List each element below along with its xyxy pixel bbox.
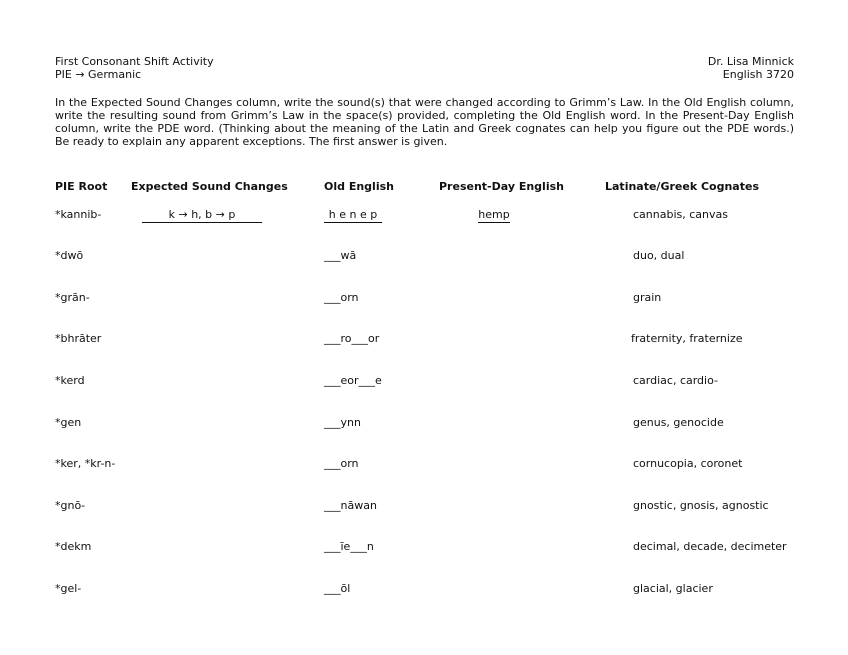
header-left bbox=[55, 55, 214, 81]
old-english-blank[interactable]: ___ynn bbox=[324, 416, 361, 429]
pie-root-cell: *ker, *kr-n- bbox=[55, 457, 116, 470]
old-english-blank[interactable]: ___orn bbox=[324, 457, 359, 470]
pie-root-cell: *kannib- bbox=[55, 208, 102, 221]
cognates-cell: gnostic, gnosis, agnostic bbox=[633, 499, 769, 512]
pde-answer: hemp bbox=[478, 208, 510, 221]
old-english-cell bbox=[324, 208, 382, 223]
pie-root-cell: *gnō- bbox=[55, 499, 86, 512]
old-english-blank[interactable]: ___eor___e bbox=[324, 374, 382, 387]
instructor-name: Dr. Lisa Minnick bbox=[707, 55, 794, 68]
course-name: English 3720 bbox=[722, 68, 794, 81]
cognates-cell: cornucopia, coronet bbox=[633, 457, 743, 470]
column-header-old-english: Old English bbox=[324, 180, 394, 193]
column-header-cognates: Latinate/Greek Cognates bbox=[605, 180, 759, 193]
header-right bbox=[708, 55, 794, 81]
column-header-expected-changes: Expected Sound Changes bbox=[131, 180, 288, 193]
old-english-blank[interactable]: ___ōl bbox=[324, 582, 351, 595]
cognates-cell: genus, genocide bbox=[633, 416, 724, 429]
column-header-present-day-english: Present-Day English bbox=[439, 180, 564, 193]
cognates-cell: cardiac, cardio- bbox=[633, 374, 718, 387]
pde-cell bbox=[478, 208, 510, 223]
pie-root-cell: *dwō bbox=[55, 249, 84, 262]
cognates-cell: decimal, decade, decimeter bbox=[633, 540, 787, 553]
old-english-blank[interactable]: ___īe___n bbox=[324, 540, 374, 553]
cognates-cell: glacial, glacier bbox=[633, 582, 713, 595]
cognates-cell: fraternity, fraternize bbox=[631, 332, 743, 345]
cognates-cell: grain bbox=[633, 291, 662, 304]
cognates-cell: cannabis, canvas bbox=[633, 208, 728, 221]
old-english-blank[interactable]: ___ro___or bbox=[324, 332, 380, 345]
pie-root-cell: *gel- bbox=[55, 582, 82, 595]
instructions-paragraph: In the Expected Sound Changes column, write the sound(s) that were changed according to Grimm’s Law. In the Old English column, write the resulting sound from Grimm’s Law in the space(s) provided, completing the Old English word. In the Present-Day English column, write the PDE word. (Thinking about the meaning of the Latin and Greek cognates can help you figure out the PDE words.) Be ready to explain any apparent exceptions. The first answer is given. bbox=[55, 96, 794, 148]
pie-root-cell: *kerd bbox=[55, 374, 85, 387]
column-header-pie-root: PIE Root bbox=[55, 180, 108, 193]
old-english-blank[interactable]: ___nāwan bbox=[324, 499, 377, 512]
old-english-blank[interactable]: ___orn bbox=[324, 291, 359, 304]
pie-root-cell: *grān- bbox=[55, 291, 90, 304]
expected-changes-answer: k → h, b → p bbox=[142, 209, 262, 223]
pie-root-cell: *gen bbox=[55, 416, 82, 429]
cognates-cell: duo, dual bbox=[633, 249, 685, 262]
old-english-blank[interactable]: ___wā bbox=[324, 249, 357, 262]
pie-root-cell: *dekm bbox=[55, 540, 92, 553]
activity-title: First Consonant Shift Activity bbox=[55, 55, 214, 68]
expected-changes-cell bbox=[142, 208, 262, 223]
activity-subtitle: PIE → Germanic bbox=[55, 68, 142, 81]
pie-root-cell: *bhrāter bbox=[55, 332, 102, 345]
old-english-answer: h e n e p bbox=[324, 209, 382, 223]
